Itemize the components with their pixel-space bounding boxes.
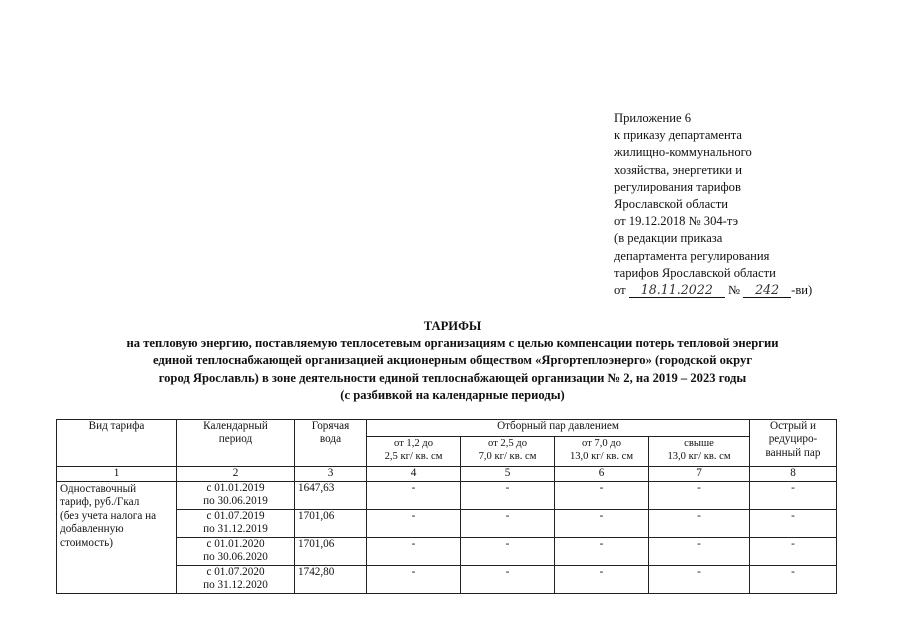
appendix-note xyxy=(614,110,874,299)
number-sign: № xyxy=(727,283,740,298)
steam-value: - xyxy=(555,482,649,510)
column-number: 8 xyxy=(750,467,837,482)
tariff-type-cell xyxy=(57,482,177,594)
appendix-line: регулирования тарифов xyxy=(614,179,741,194)
header-sharp-steam-line: Острый и xyxy=(770,420,816,432)
steam-value: - xyxy=(750,538,837,566)
appendix-line: (в редакции приказа xyxy=(614,231,723,246)
tariff-table xyxy=(56,419,837,594)
hot-water-value: 1742,80 xyxy=(295,566,367,594)
steam-value: - xyxy=(555,566,649,594)
steam-value: - xyxy=(461,566,555,594)
period-to: по 30.06.2020 xyxy=(203,551,268,564)
header-steam-line: свыше xyxy=(684,438,714,449)
steam-value: - xyxy=(461,510,555,538)
header-steam-line: 7,0 кг/ кв. см xyxy=(478,451,537,463)
header-steam-group: Отборный пар давлением xyxy=(367,420,750,437)
steam-value: - xyxy=(367,510,461,538)
steam-value: - xyxy=(555,538,649,566)
amendment-date-line xyxy=(614,282,874,299)
steam-value: - xyxy=(750,566,837,594)
appendix-line: жилищно-коммунального xyxy=(614,145,752,160)
period-from: с 01.07.2020 xyxy=(206,566,265,578)
hot-water-value: 1701,06 xyxy=(295,510,367,538)
column-number: 4 xyxy=(367,467,461,482)
header-row xyxy=(57,420,837,437)
period-cell xyxy=(177,566,295,594)
amendment-suffix: -ви) xyxy=(791,283,813,298)
steam-value: - xyxy=(367,482,461,510)
steam-value: - xyxy=(649,510,750,538)
document-heading xyxy=(40,318,865,404)
period-to: по 31.12.2019 xyxy=(203,523,268,536)
column-number: 1 xyxy=(57,467,177,482)
hot-water-value: 1701,06 xyxy=(295,538,367,566)
header-hot-water-line: вода xyxy=(319,433,342,446)
header-steam-col xyxy=(649,437,750,467)
header-steam-col xyxy=(461,437,555,467)
header-steam-col xyxy=(555,437,649,467)
heading-line: город Ярославль) в зоне деятельности единой теплоснабжающей организации № 2, на 2019 – 2023 годы xyxy=(158,370,747,385)
header-tariff-type: Вид тарифа xyxy=(57,420,177,467)
steam-value: - xyxy=(367,566,461,594)
column-number: 7 xyxy=(649,467,750,482)
steam-value: - xyxy=(649,566,750,594)
appendix-line: хозяйства, энергетики и xyxy=(614,162,742,177)
header-steam-line: 2,5 кг/ кв. см xyxy=(384,451,443,463)
steam-value: - xyxy=(649,482,750,510)
column-number: 3 xyxy=(295,467,367,482)
amendment-prefix: от xyxy=(614,283,626,298)
document-title: ТАРИФЫ xyxy=(423,319,482,333)
header-period-line: период xyxy=(218,433,253,446)
column-number: 6 xyxy=(555,467,649,482)
tariff-type-line: тариф, руб./Гкал xyxy=(60,496,140,509)
header-hot-water xyxy=(295,420,367,467)
header-steam-line: от 2,5 до xyxy=(487,438,527,449)
header-steam-line: 13,0 кг/ кв. см xyxy=(667,451,731,463)
period-cell xyxy=(177,510,295,538)
header-steam-line: 13,0 кг/ кв. см xyxy=(569,451,634,463)
tariff-type-line: добавленную xyxy=(60,523,124,536)
column-number: 2 xyxy=(177,467,295,482)
period-cell xyxy=(177,482,295,510)
period-to: по 31.12.2020 xyxy=(203,579,268,592)
header-period xyxy=(177,420,295,467)
header-sharp-steam-line: редуциро- xyxy=(768,433,818,446)
appendix-line: Приложение 6 xyxy=(614,111,692,125)
steam-value: - xyxy=(649,538,750,566)
period-to: по 30.06.2019 xyxy=(203,495,268,508)
appendix-line: от 19.12.2018 № 304-тэ xyxy=(614,214,739,229)
heading-line: единой теплоснабжающей организацией акционерным обществом «Яргортеплоэнерго» (городской округ xyxy=(152,353,753,368)
handwritten-date: 18.11.2022 xyxy=(629,283,725,298)
period-cell xyxy=(177,538,295,566)
column-number-row xyxy=(57,467,837,482)
steam-value: - xyxy=(461,538,555,566)
heading-line: на тепловую энергию, поставляемую теплосетевым организациям с целью компенсации потерь тепловой энергии xyxy=(126,336,779,351)
header-steam-line: от 1,2 до xyxy=(393,438,433,449)
period-from: с 01.07.2019 xyxy=(206,510,265,522)
heading-line: (с разбивкой на календарные периоды) xyxy=(340,387,565,402)
appendix-line: Ярославской области xyxy=(614,197,728,212)
steam-value: - xyxy=(750,482,837,510)
appendix-line: тарифов Ярославской области xyxy=(614,265,776,280)
column-number: 5 xyxy=(461,467,555,482)
header-hot-water-line: Горячая xyxy=(311,420,350,432)
steam-value: - xyxy=(367,538,461,566)
steam-value: - xyxy=(750,510,837,538)
header-steam-line: от 7,0 до xyxy=(581,438,621,449)
table-row xyxy=(57,482,837,510)
appendix-line: к приказу департамента xyxy=(614,128,742,143)
tariff-type-line: Одноставочный xyxy=(60,483,137,495)
steam-value: - xyxy=(555,510,649,538)
period-from: с 01.01.2020 xyxy=(206,538,265,550)
appendix-line: департамента регулирования xyxy=(614,248,770,263)
hot-water-value: 1647,63 xyxy=(295,482,367,510)
header-sharp-steam-line: ванный пар xyxy=(765,446,821,459)
handwritten-number: 242 xyxy=(743,283,791,298)
header-period-line: Календарный xyxy=(203,420,268,432)
tariff-type-line: (без учета налога на xyxy=(60,509,157,522)
header-sharp-steam xyxy=(750,420,837,467)
steam-value: - xyxy=(461,482,555,510)
period-from: с 01.01.2019 xyxy=(206,482,265,494)
tariff-type-line: стоимость) xyxy=(60,536,113,549)
header-steam-col xyxy=(367,437,461,467)
